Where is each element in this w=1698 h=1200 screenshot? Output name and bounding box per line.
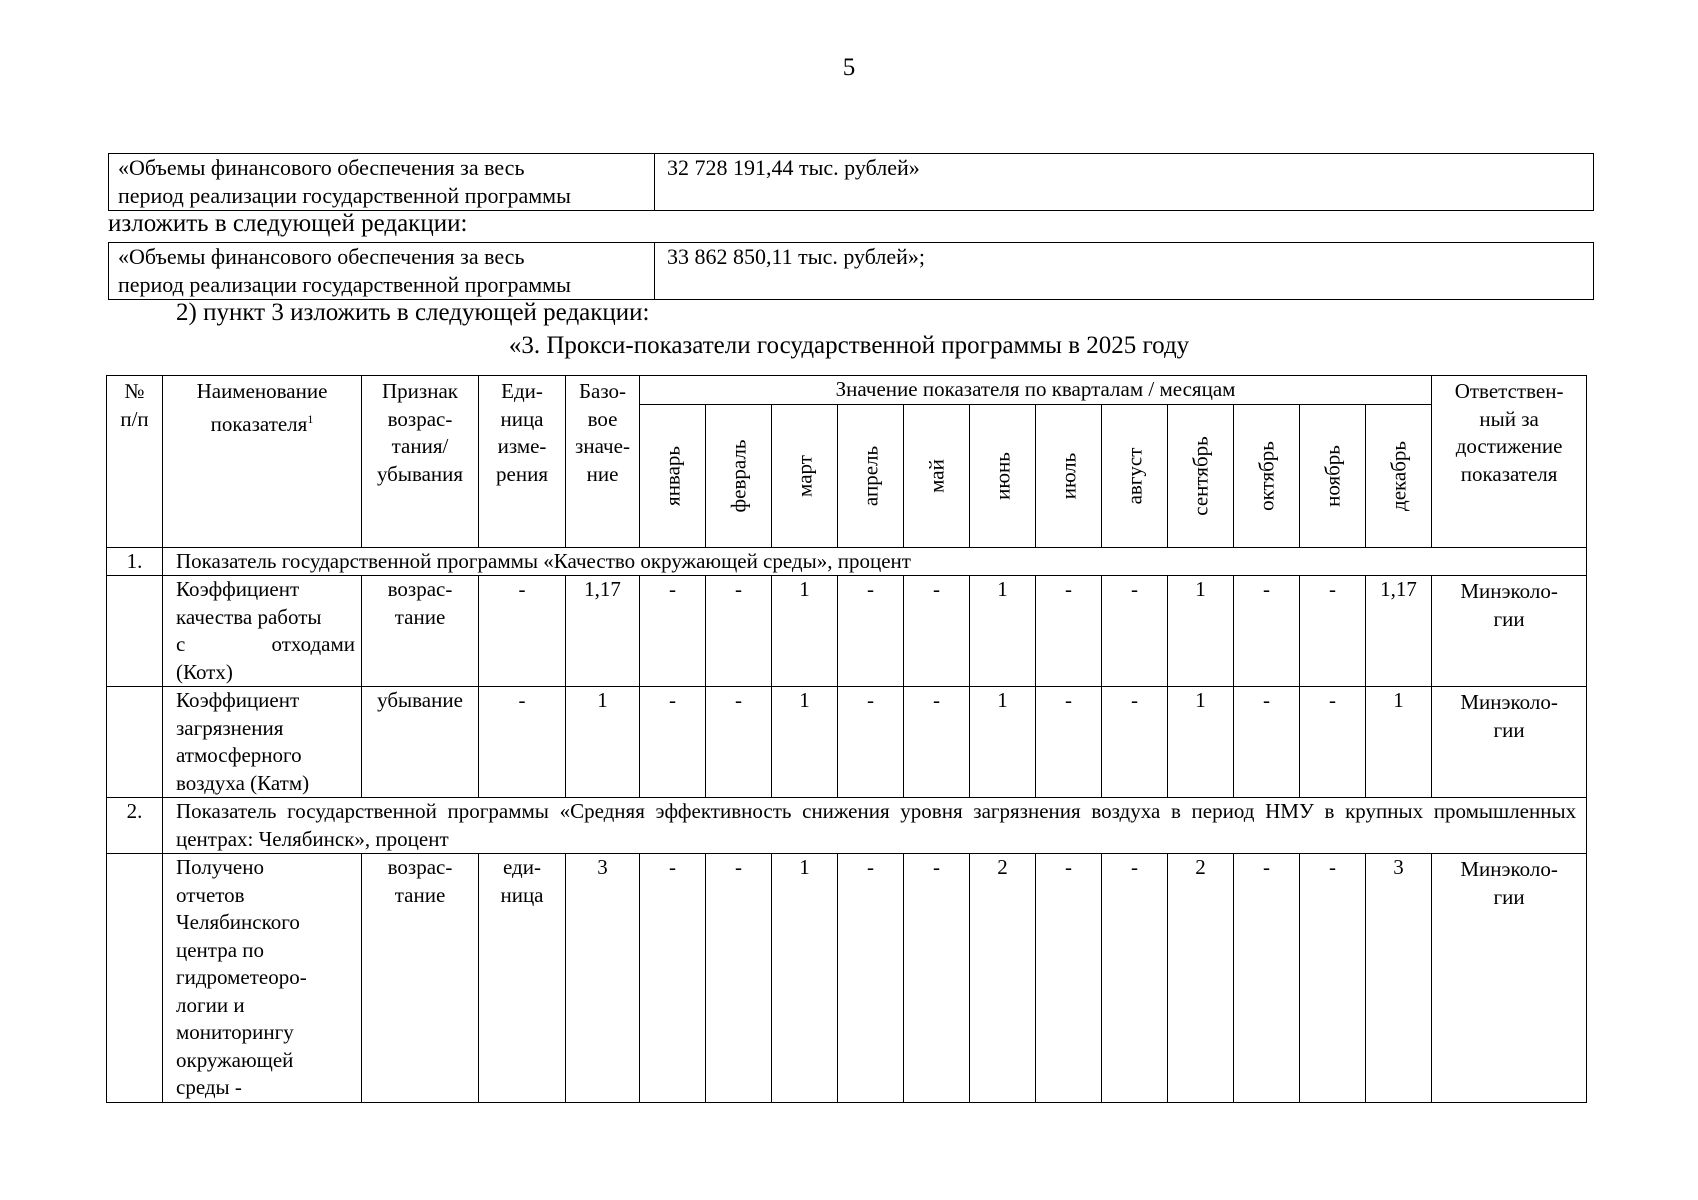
month-value: - bbox=[904, 687, 970, 798]
old-finance-value: 32 728 191,44 тыс. рублей» bbox=[655, 154, 1594, 211]
section-title: «3. Прокси-показатели государственной программы в 2025 году bbox=[508, 332, 1190, 359]
indicator-name bbox=[163, 687, 362, 798]
indicator-unit-line1: еди- bbox=[503, 855, 541, 879]
intro-text: изложить в следующей редакции: bbox=[108, 210, 468, 237]
month-value: - bbox=[1234, 687, 1300, 798]
month-value: - bbox=[1102, 576, 1168, 687]
month-header-april bbox=[838, 404, 904, 547]
header-base bbox=[566, 376, 640, 548]
new-finance-label-line1: «Объемы финансового обеспечения за весь bbox=[118, 244, 525, 269]
indicator-name-line: атмосферного bbox=[176, 743, 302, 767]
group-number: 2. bbox=[107, 798, 163, 854]
month-label: март bbox=[791, 454, 816, 497]
month-value: - bbox=[904, 576, 970, 687]
indicator-sign-line1: возрас- bbox=[387, 577, 453, 601]
indicator-name-word: отходами bbox=[271, 632, 355, 656]
indicator-name-line: отчетов bbox=[176, 882, 245, 907]
new-finance-label bbox=[109, 243, 655, 300]
header-unit bbox=[479, 376, 566, 548]
header-name-line1: Наименование bbox=[196, 379, 328, 403]
header-number-line1: № bbox=[124, 379, 145, 403]
month-label: июль bbox=[1055, 452, 1080, 499]
row-number-empty bbox=[107, 854, 163, 1103]
month-header-february bbox=[706, 404, 772, 547]
indicator-unit: - bbox=[479, 576, 566, 687]
month-value: 2 bbox=[1168, 854, 1234, 1103]
header-base-line1: Базо- bbox=[578, 379, 627, 403]
month-header-july bbox=[1036, 404, 1102, 547]
month-value: 2 bbox=[970, 854, 1036, 1103]
month-value: - bbox=[706, 854, 772, 1103]
header-resp-line2: ный за bbox=[1479, 406, 1539, 431]
month-value: 1 bbox=[772, 854, 838, 1103]
header-base-line2: вое bbox=[587, 406, 618, 431]
month-value: 1 bbox=[970, 687, 1036, 798]
indicator-base: 1,17 bbox=[566, 576, 640, 687]
indicator-name-line: качества работы bbox=[176, 604, 322, 629]
old-finance-label bbox=[109, 154, 655, 211]
header-name bbox=[163, 376, 362, 548]
month-label: июнь bbox=[989, 451, 1014, 500]
group-number: 1. bbox=[107, 547, 163, 576]
responsible-line2: гии bbox=[1493, 606, 1525, 631]
month-header-december bbox=[1366, 404, 1432, 547]
page-number: 5 bbox=[842, 54, 856, 81]
indicator-sign-line2: тание bbox=[394, 882, 446, 907]
header-sign-line1: Признак bbox=[382, 379, 458, 403]
paragraph-2: 2) пункт 3 изложить в следующей редакции: bbox=[176, 299, 650, 326]
indicator-name bbox=[163, 576, 362, 687]
indicator-name-line: центра по bbox=[176, 937, 265, 962]
month-value: - bbox=[1234, 854, 1300, 1103]
header-base-line3: значе- bbox=[575, 434, 630, 458]
indicator-name-line: Коэффициент bbox=[176, 577, 300, 601]
header-unit-line3: изме- bbox=[497, 434, 547, 458]
indicator-sign-line1: убывание bbox=[377, 688, 463, 712]
indicator-name-line: загрязнения bbox=[176, 715, 284, 740]
month-value: - bbox=[838, 687, 904, 798]
header-unit-line4: рения bbox=[496, 461, 548, 486]
new-finance-table bbox=[108, 242, 1594, 300]
indicator-sign-line2: тание bbox=[394, 604, 446, 629]
header-number bbox=[107, 376, 163, 548]
group-title: Показатель государственной программы «Средняя эффективность снижения уровня загрязнения воздуха в период НМУ в крупных промышленных центрах: Челябинск», процент bbox=[163, 798, 1587, 854]
indicator-unit: - bbox=[479, 687, 566, 798]
header-responsible bbox=[1432, 376, 1587, 548]
indicator-name-line: Коэффициент bbox=[176, 688, 300, 712]
month-value: - bbox=[1036, 687, 1102, 798]
responsible-line1: Минэколо- bbox=[1460, 579, 1558, 603]
indicator-unit bbox=[479, 854, 566, 1103]
indicator-unit-line2: ница bbox=[500, 882, 544, 907]
footnote-marker: 1 bbox=[307, 411, 314, 426]
indicator-responsible bbox=[1432, 576, 1587, 687]
new-finance-value: 33 862 850,11 тыс. рублей»; bbox=[655, 243, 1594, 300]
month-value: - bbox=[706, 576, 772, 687]
month-header-september bbox=[1168, 404, 1234, 547]
header-resp-line1: Ответствен- bbox=[1454, 379, 1564, 403]
month-header-march bbox=[772, 404, 838, 547]
indicator-name-line: Получено bbox=[176, 855, 264, 879]
header-sign-line3: тания/ bbox=[391, 434, 449, 458]
month-header-november bbox=[1300, 404, 1366, 547]
row-number-empty bbox=[107, 576, 163, 687]
indicator-name-line: среды - bbox=[176, 1075, 242, 1099]
header-sign-line4: убывания bbox=[376, 461, 464, 486]
month-label: апрель bbox=[857, 445, 882, 506]
header-base-line4: ние bbox=[586, 461, 619, 486]
month-value: - bbox=[838, 576, 904, 687]
month-value: 1 bbox=[772, 576, 838, 687]
indicator-name-line: логии и bbox=[176, 992, 245, 1017]
header-values-group: Значение показателя по кварталам / месяцам bbox=[640, 376, 1432, 405]
old-finance-label-line2: период реализации государственной программы bbox=[118, 183, 571, 208]
indicator-name-line: Челябинского bbox=[176, 910, 300, 934]
month-value: - bbox=[640, 854, 706, 1103]
month-header-august bbox=[1102, 404, 1168, 547]
month-value: - bbox=[1102, 854, 1168, 1103]
month-header-october bbox=[1234, 404, 1300, 547]
month-value: - bbox=[1036, 854, 1102, 1103]
indicator-name-line: гидрометеоро- bbox=[176, 965, 307, 989]
header-name-line2: показателя bbox=[210, 411, 308, 436]
indicator-sign bbox=[362, 687, 479, 798]
indicator-name-word: с bbox=[176, 632, 186, 656]
new-finance-label-line2: период реализации государственной программы bbox=[118, 272, 571, 297]
header-sign-line2: возрас- bbox=[387, 406, 453, 431]
indicator-responsible bbox=[1432, 854, 1587, 1103]
indicator-sign-line1: возрас- bbox=[387, 855, 453, 879]
month-value: - bbox=[1300, 576, 1366, 687]
header-sign bbox=[362, 376, 479, 548]
proxy-indicators-table bbox=[106, 375, 1587, 1103]
indicator-name-line: воздуха (Катм) bbox=[176, 770, 310, 795]
month-value: 1 bbox=[1168, 687, 1234, 798]
month-header-january bbox=[640, 404, 706, 547]
responsible-line1: Минэколо- bbox=[1460, 690, 1558, 714]
header-unit-line1: Еди- bbox=[501, 379, 543, 403]
responsible-line2: гии bbox=[1493, 884, 1525, 909]
month-value: 1 bbox=[1168, 576, 1234, 687]
row-number-empty bbox=[107, 687, 163, 798]
month-label: май bbox=[923, 458, 948, 493]
header-unit-line2: ница bbox=[500, 406, 544, 431]
month-header-june bbox=[970, 404, 1036, 547]
old-finance-label-line1: «Объемы финансового обеспечения за весь bbox=[118, 155, 525, 180]
indicator-sign bbox=[362, 576, 479, 687]
month-value: - bbox=[640, 576, 706, 687]
header-number-line2: п/п bbox=[120, 406, 149, 431]
month-value: - bbox=[640, 687, 706, 798]
indicator-name-line: (Котх) bbox=[176, 659, 233, 684]
month-value: - bbox=[1036, 576, 1102, 687]
month-value: - bbox=[1102, 687, 1168, 798]
month-value: - bbox=[1300, 854, 1366, 1103]
responsible-line1: Минэколо- bbox=[1460, 857, 1558, 881]
indicator-name bbox=[163, 854, 362, 1103]
month-value: - bbox=[904, 854, 970, 1103]
month-label: октябрь bbox=[1253, 440, 1278, 511]
indicator-sign bbox=[362, 854, 479, 1103]
indicator-responsible bbox=[1432, 687, 1587, 798]
month-label: сентябрь bbox=[1187, 435, 1212, 516]
month-value: 1 bbox=[1366, 687, 1432, 798]
month-value: - bbox=[706, 687, 772, 798]
header-resp-line4: показателя bbox=[1460, 461, 1558, 486]
old-finance-table bbox=[108, 153, 1594, 211]
indicator-base: 1 bbox=[566, 687, 640, 798]
responsible-line2: гии bbox=[1493, 717, 1525, 742]
month-value: 3 bbox=[1366, 854, 1432, 1103]
month-label: февраль bbox=[725, 439, 750, 512]
month-value: - bbox=[1300, 687, 1366, 798]
group-title: Показатель государственной программы «Качество окружающей среды», процент bbox=[163, 547, 1587, 576]
indicator-name-line: мониторингу bbox=[176, 1020, 294, 1044]
month-label: август bbox=[1121, 447, 1146, 504]
month-header-may bbox=[904, 404, 970, 547]
indicator-base: 3 bbox=[566, 854, 640, 1103]
month-value: - bbox=[838, 854, 904, 1103]
month-value: 1 bbox=[970, 576, 1036, 687]
month-value: - bbox=[1234, 576, 1300, 687]
month-value: 1 bbox=[772, 687, 838, 798]
header-resp-line3: достижение bbox=[1455, 434, 1563, 458]
indicator-name-line: окружающей bbox=[176, 1047, 294, 1072]
month-label: декабрь bbox=[1385, 440, 1410, 511]
month-value: 1,17 bbox=[1366, 576, 1432, 687]
month-label: ноябрь bbox=[1319, 444, 1344, 507]
month-label: январь bbox=[659, 445, 684, 506]
